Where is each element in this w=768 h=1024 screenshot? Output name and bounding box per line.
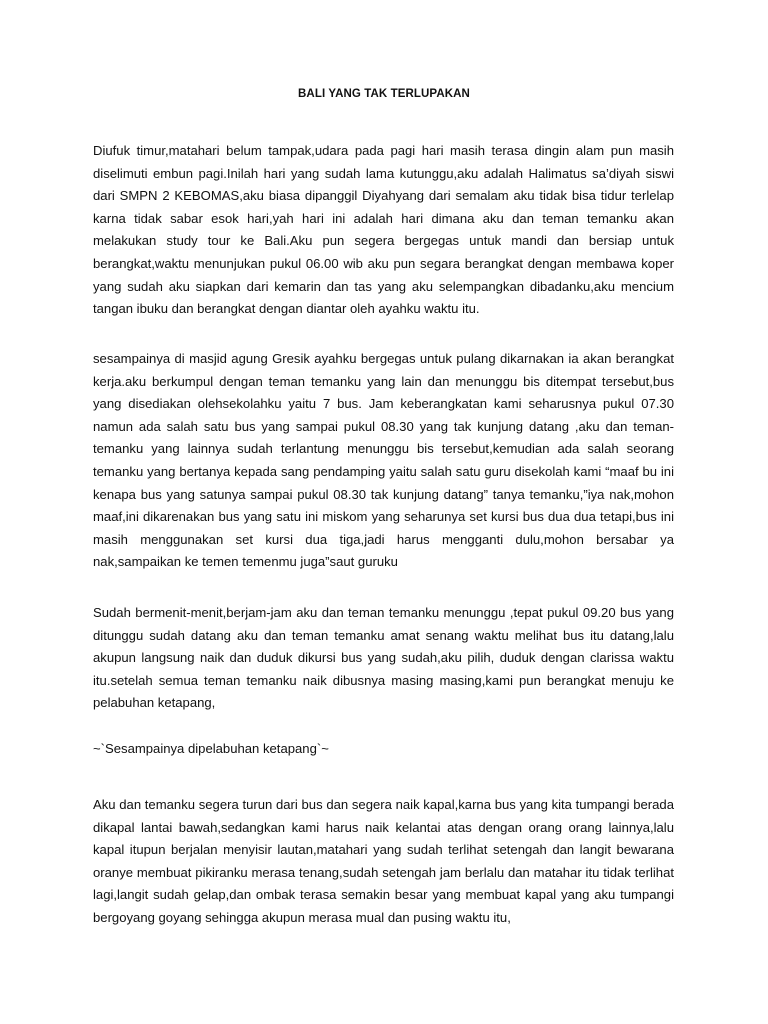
paragraph-2: sesampainya di masjid agung Gresik ayahku bergegas untuk pulang dikarnakan ia akan berangkat kerja.aku berkumpul dengan teman temanku yang lain dan menunggu bis ditempat tersebut,bus yang disediakan olehsekolahku yaitu 7 bus. Jam keberangkatan kami seharusnya pukul 07.30 namun ada salah satu bus yang sampai pukul 08.30 yang tak kunjung datang ,aku dan teman-temanku yang lainnya sudah terlantung menunggu bis tersebut,kemudian ada salah seorang temanku yang bertanya kepada sang pendamping yaitu salah satu guru disekolah kami “maaf bu ini kenapa bus yang satunya sampai pukul 08.30 tak kunjung datang” tanya temanku,”iya nak,mohon maaf,ini dikarenakan bus yang satu ini miskom yang seharunya set kursi bus dua dua tetapi,bus ini masih menggunakan set kursi dua tiga,jadi harus mengganti dulu,mohon bersabar ya nak,sampaikan ke temen temenmu juga”saut guruku (93, 351, 674, 570)
paragraph-3: Sudah bermenit-menit,berjam-jam aku dan teman temanku menunggu ,tepat pukul 09.20 bus yang ditunggu sudah datang aku dan teman temanku amat senang waktu melihat bus itu datang,lalu akupun langsung naik dan duduk dikursi bus yang sudah,aku pilih, duduk dengan clarissa waktu itu.setelah semua teman temanku naik dibusnya masing masing,kami pun berangkat menuju ke pelabuhan ketapang, (93, 605, 674, 711)
paragraph-4: Aku dan temanku segera turun dari bus dan segera naik kapal,karna bus yang kita tumpangi berada dikapal lantai bawah,sedangkan kami harus naik kelantai atas dengan orang orang lainnya,lalu kapal itupun berjalan menyisir lautan,matahari yang sudah terlihat setengah dan langit bewarana oranye membuat pikiranku merasa tenang,sudah setengah jam berlalu dan matahar itu tidak terlihat lagi,langit sudah gelap,dan ombak terasa semakin besar yang membuat kapal yang aku tumpangi bergoyang goyang sehingga akupun merasa mual dan pusing waktu itu, (93, 797, 674, 925)
paragraph-1: Diufuk timur,matahari belum tampak,udara pada pagi hari masih terasa dingin alam pun masih diselimuti embun pagi.Inilah hari yang sudah lama kutunggu,aku adalah Halimatus sa’diyah siswi dari SMPN 2 KEBOMAS,aku biasa dipanggil Diyahyang dari semalam aku tidak bisa tidur terlelap karna tidak sabar esok hari,yah hari ini adalah hari dimana aku dan teman temanku akan melakukan study tour ke Bali.Aku pun segera bergegas untuk mandi dan bersiap untuk berangkat,waktu menunjukan pukul 06.00 wib aku pun segara berangkat dengan membawa koper yang sudah aku siapkan dari kemarin dan tas yang aku selempangkan dibadanku,aku mencium tangan ibuku dan berangkat dengan diantar oleh ayahku waktu itu. (93, 143, 674, 317)
document-title: BALI YANG TAK TERLUPAKAN (298, 88, 470, 100)
section-heading: ~`Sesampainya dipelabuhan ketapang`~ (93, 741, 329, 756)
